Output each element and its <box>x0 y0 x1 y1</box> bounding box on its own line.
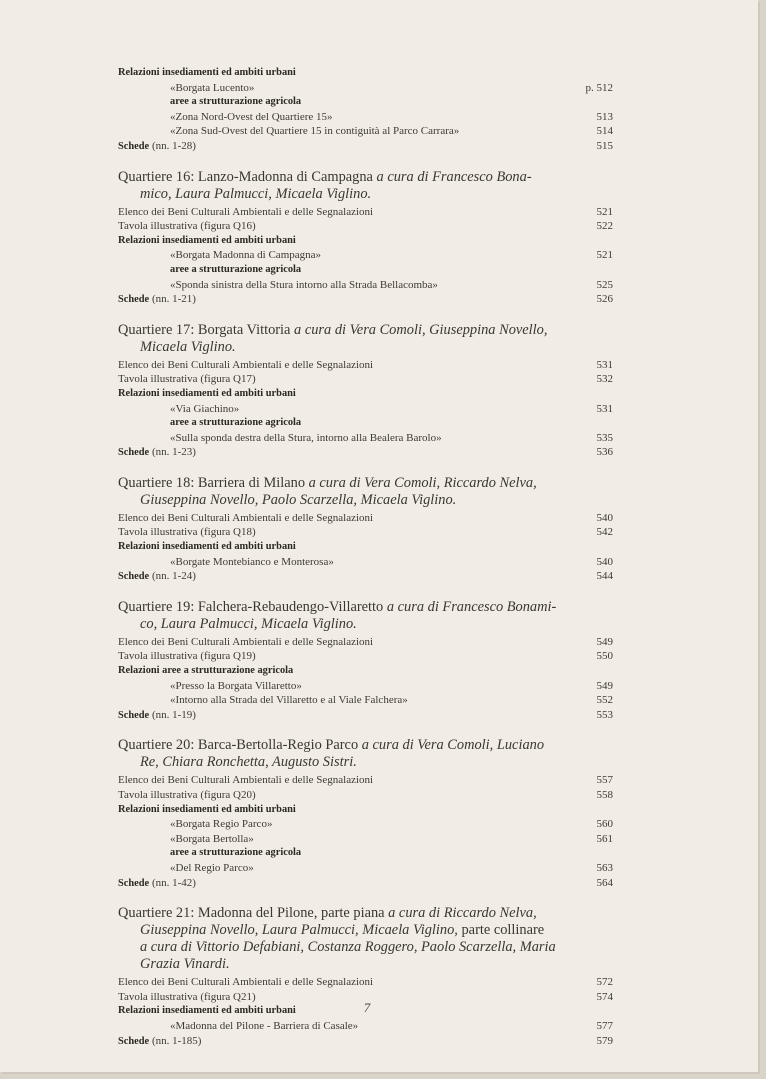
toc-heading-row <box>118 387 613 402</box>
page-ref: 579 <box>596 1034 613 1047</box>
page-ref: 531 <box>596 358 613 371</box>
page-ref: 563 <box>596 861 613 874</box>
toc-schede-row <box>118 292 613 308</box>
toc-entry: «Zona Nord-Ovest del Quartiere 15» <box>170 110 333 123</box>
title-line <box>118 922 613 939</box>
title-editors: a cura di Francesco Bonami- <box>386 598 557 615</box>
toc-entry-row <box>118 817 613 832</box>
toc-section <box>118 66 613 155</box>
title-text: Quartiere 19: Falchera-Rebaudengo-Villaretto <box>118 598 387 615</box>
title-editors: Micaela Viglino. <box>140 338 236 355</box>
toc-entry: «Borgata Lucento» <box>170 81 255 94</box>
toc-subheading-row <box>118 95 613 110</box>
title-line <box>118 475 613 492</box>
page-ref: 544 <box>596 570 613 583</box>
toc-entry: «Borgata Bertolla» <box>170 832 254 845</box>
schede-range: (nn. 1-42) <box>151 876 196 889</box>
title-editors: a cura di Vittorio Defabiani, Costanza Roggero, Paolo Scarzella, Maria <box>140 939 556 956</box>
page-ref: 532 <box>596 373 613 386</box>
toc-entry: «Presso la Borgata Villaretto» <box>170 679 302 692</box>
title-editors: a cura di Vera Comoli, Giuseppina Novello, <box>294 321 548 338</box>
toc-entry: «Borgate Montebianco e Monterosa» <box>170 555 334 568</box>
page-ref: 514 <box>596 125 613 138</box>
schede-label: Schede <box>118 709 150 721</box>
title-editors: a cura di Riccardo Nelva, <box>388 905 537 922</box>
toc-entry: Elenco dei Beni Culturali Ambientali e delle Segnalazioni <box>118 511 374 524</box>
toc-schede-row <box>118 569 613 585</box>
title-editors: Grazia Vinardi. <box>140 956 230 973</box>
toc-entry-row <box>118 110 613 125</box>
page-ref: 572 <box>596 976 613 989</box>
page-ref: 540 <box>596 555 613 568</box>
title-line <box>118 737 613 754</box>
quartiere-title <box>118 169 613 203</box>
toc-heading: Relazioni aree a strutturazione agricola <box>118 665 294 677</box>
title-line <box>118 599 613 616</box>
toc-entry-row <box>118 81 613 96</box>
quartiere-title <box>118 599 613 633</box>
page-ref: 549 <box>596 679 613 692</box>
schede-range: (nn. 1-185) <box>151 1034 202 1047</box>
toc-entry-row <box>118 278 613 293</box>
toc-entry-row <box>118 555 613 570</box>
schede-label: Schede <box>118 294 150 306</box>
toc-entry-row <box>118 219 613 234</box>
toc-entry: Tavola illustrativa (figura Q20) <box>118 789 256 801</box>
table-of-contents <box>118 66 613 1049</box>
title-line <box>118 956 613 973</box>
toc-entry: «Sponda sinistra della Stura intorno alla Strada Bellacomba» <box>170 278 438 291</box>
toc-entry-row <box>118 1019 613 1034</box>
toc-entry: Tavola illustrativa (figura Q17) <box>118 373 256 386</box>
page-ref: 526 <box>596 293 613 306</box>
toc-schede-row <box>118 445 613 461</box>
toc-section <box>118 475 613 585</box>
toc-section <box>118 322 613 461</box>
quartiere-title <box>118 737 613 771</box>
toc-entry-row <box>118 635 613 650</box>
title-text: Quartiere 18: Barriera di Milano <box>118 474 309 491</box>
title-editors: co, Laura Palmucci, Micaela Viglino. <box>140 615 357 632</box>
page-ref: 553 <box>596 708 613 721</box>
schede-label: Schede <box>118 877 150 889</box>
toc-entry-row <box>118 693 613 708</box>
toc-heading-row <box>118 664 613 679</box>
toc-heading: Relazioni insediamenti ed ambiti urbani <box>118 387 296 399</box>
title-editors: mico, Laura Palmucci, Micaela Viglino. <box>140 185 372 202</box>
schede-label: Schede <box>118 140 150 152</box>
toc-section <box>118 169 613 308</box>
schede-range: (nn. 1-28) <box>151 139 196 152</box>
page-ref: 560 <box>596 818 613 831</box>
toc-entry-row <box>118 975 613 990</box>
title-line <box>118 322 613 339</box>
toc-entry: Elenco dei Beni Culturali Ambientali e delle Segnalazioni <box>118 205 374 218</box>
toc-entry-row <box>118 525 613 540</box>
toc-entry: «Via Giachino» <box>170 402 240 415</box>
schede-label: Schede <box>118 571 150 583</box>
toc-entry-row <box>118 124 613 139</box>
toc-schede-row <box>118 1034 613 1050</box>
page-ref: 564 <box>596 876 613 889</box>
toc-schede-row <box>118 139 613 155</box>
toc-entry-row <box>118 431 613 446</box>
toc-entry: Tavola illustrativa (figura Q16) <box>118 220 256 233</box>
toc-entry-row <box>118 773 613 788</box>
title-editors: a cura di Vera Comoli, Luciano <box>361 737 545 754</box>
page-ref: 550 <box>596 650 613 663</box>
schede-range: (nn. 1-19) <box>151 708 196 721</box>
toc-subheading-row <box>118 416 613 431</box>
toc-entry: «Zona Sud-Ovest del Quartiere 15 in contiguità al Parco Carrara» <box>170 125 460 138</box>
toc-section <box>118 905 613 1049</box>
toc-entry-row <box>118 511 613 526</box>
schede-range: (nn. 1-23) <box>151 446 196 459</box>
page-ref: 522 <box>596 220 613 233</box>
schede-range: (nn. 1-21) <box>151 293 196 306</box>
toc-entry: «Intorno alla Strada del Villaretto e al Viale Falchera» <box>170 694 408 707</box>
page-ref: 535 <box>596 431 613 444</box>
page-ref: 525 <box>596 278 613 291</box>
toc-subheading: aree a strutturazione agricola <box>170 417 302 429</box>
quartiere-title <box>118 322 613 356</box>
toc-entry: Tavola illustrativa (figura Q21) <box>118 990 256 1003</box>
toc-entry: «Borgata Regio Parco» <box>170 818 273 831</box>
toc-entry: «Sulla sponda destra della Stura, intorno alla Bealera Barolo» <box>170 431 442 444</box>
page-ref: 515 <box>596 139 613 152</box>
toc-entry-row <box>118 832 613 847</box>
page-ref: 542 <box>596 526 613 539</box>
title-line <box>118 492 613 509</box>
toc-entry: Elenco dei Beni Culturali Ambientali e delle Segnalazioni <box>118 774 374 787</box>
title-text: Quartiere 16: Lanzo-Madonna di Campagna <box>118 168 377 185</box>
toc-schede-row <box>118 708 613 724</box>
toc-entry: Elenco dei Beni Culturali Ambientali e delle Segnalazioni <box>118 635 374 648</box>
schede-label: Schede <box>118 447 150 459</box>
toc-entry-row <box>118 402 613 417</box>
toc-schede-row <box>118 876 613 892</box>
page-ref: 577 <box>596 1019 613 1032</box>
title-editors: Giuseppina Novello, Laura Palmucci, Micaela Viglino, <box>140 922 462 939</box>
toc-subheading: aree a strutturazione agricola <box>170 263 302 275</box>
title-text: Quartiere 21: Madonna del Pilone, parte piana <box>118 905 389 922</box>
toc-section <box>118 737 613 891</box>
quartiere-title <box>118 475 613 509</box>
toc-subheading: aree a strutturazione agricola <box>170 847 302 859</box>
toc-entry-row <box>118 372 613 387</box>
toc-heading: Relazioni insediamenti ed ambiti urbani <box>118 803 296 815</box>
title-line <box>118 186 613 203</box>
title-editors: Re, Chiara Ronchetta, Augusto Sistri. <box>140 754 357 771</box>
title-text: Quartiere 20: Barca-Bertolla-Regio Parco <box>118 737 362 754</box>
title-line <box>118 905 613 922</box>
title-line <box>118 169 613 186</box>
toc-entry-row <box>118 861 613 876</box>
toc-heading-row <box>118 66 613 81</box>
page-ref: 513 <box>596 110 613 123</box>
page-ref: p. 512 <box>585 81 613 94</box>
toc-heading-row <box>118 803 613 818</box>
schede-label: Schede <box>118 1035 150 1047</box>
toc-subheading-row <box>118 263 613 278</box>
toc-entry: Tavola illustrativa (figura Q19) <box>118 650 256 663</box>
toc-entry-row <box>118 679 613 694</box>
title-text: parte collinare <box>461 922 545 939</box>
toc-entry: Tavola illustrativa (figura Q18) <box>118 526 256 539</box>
toc-entry: «Madonna del Pilone - Barriera di Casale» <box>170 1019 359 1032</box>
page-ref: 540 <box>596 511 613 524</box>
title-editors: a cura di Vera Comoli, Riccardo Nelva, <box>308 474 537 491</box>
title-editors: Giuseppina Novello, Paolo Scarzella, Micaela Viglino. <box>140 491 457 508</box>
toc-heading: Relazioni insediamenti ed ambiti urbani <box>118 1005 296 1017</box>
toc-entry-row <box>118 649 613 664</box>
toc-entry-row <box>118 248 613 263</box>
toc-section <box>118 599 613 724</box>
page-ref: 557 <box>596 774 613 787</box>
toc-entry: Elenco dei Beni Culturali Ambientali e delle Segnalazioni <box>118 976 374 989</box>
page-ref: 536 <box>596 446 613 459</box>
toc-entry: Elenco dei Beni Culturali Ambientali e delle Segnalazioni <box>118 358 374 371</box>
page-ref: 521 <box>596 205 613 218</box>
page-ref: 521 <box>596 249 613 262</box>
schede-range: (nn. 1-24) <box>151 570 196 583</box>
quartiere-title <box>118 905 613 973</box>
toc-heading: Relazioni insediamenti ed ambiti urbani <box>118 234 296 246</box>
toc-entry-row <box>118 358 613 373</box>
page-ref: 531 <box>596 402 613 415</box>
page-ref: 558 <box>596 789 613 801</box>
title-line <box>118 754 613 771</box>
page-number: 7 <box>363 1000 371 1015</box>
page-ref: 561 <box>596 832 613 845</box>
title-line <box>118 939 613 956</box>
title-line <box>118 339 613 356</box>
toc-heading-row <box>118 234 613 249</box>
title-editors: a cura di Francesco Bona- <box>376 168 532 185</box>
toc-subheading: aree a strutturazione agricola <box>170 96 302 108</box>
toc-entry: «Borgata Madonna di Campagna» <box>170 249 322 262</box>
toc-subheading-row <box>118 846 613 861</box>
toc-entry-row <box>118 205 613 220</box>
toc-heading: Relazioni insediamenti ed ambiti urbani <box>118 541 296 553</box>
page-ref: 552 <box>596 694 613 707</box>
page-ref: 549 <box>596 635 613 648</box>
toc-entry: «Del Regio Parco» <box>170 861 254 874</box>
page-ref: 574 <box>596 990 613 1003</box>
title-line <box>118 616 613 633</box>
toc-entry-row <box>118 788 613 803</box>
toc-heading-row <box>118 540 613 555</box>
title-text: Quartiere 17: Borgata Vittoria <box>118 321 295 338</box>
toc-heading: Relazioni insediamenti ed ambiti urbani <box>118 67 296 78</box>
